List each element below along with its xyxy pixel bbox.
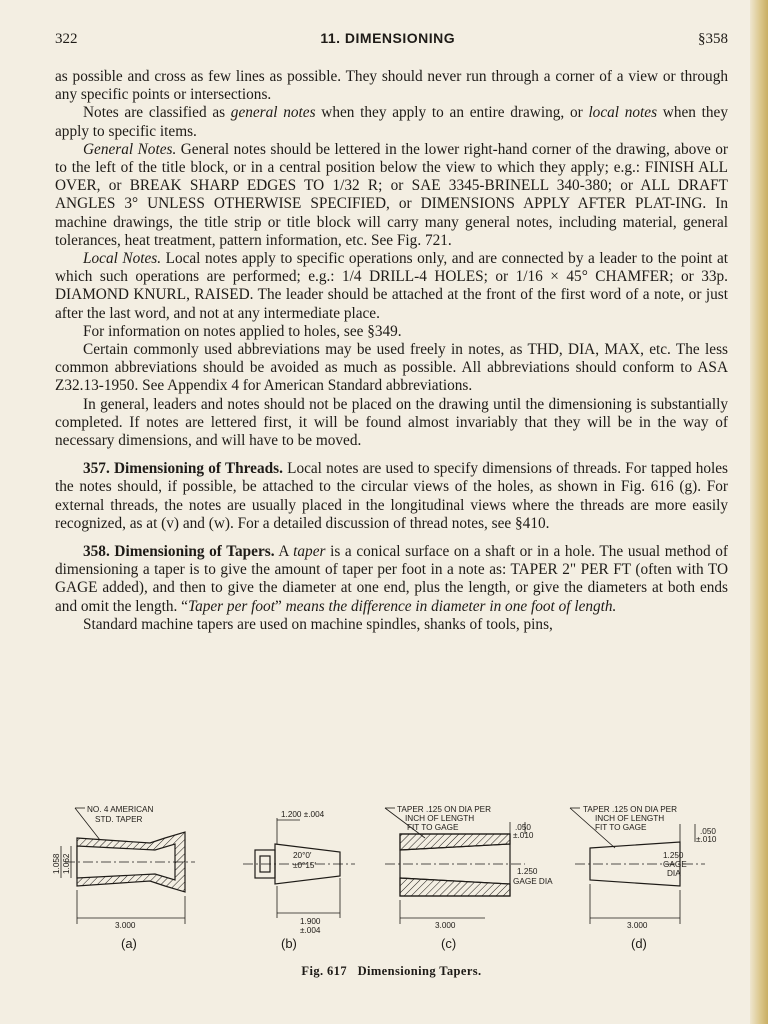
paragraph: as possible and cross as few lines as possible. They should never run through a corner of a view or through any specific points or intersections. [55, 68, 728, 104]
tol-c-2: ±.010 [513, 831, 534, 840]
length-d: 3.000 [627, 921, 648, 930]
gage-d-3: DIA [667, 869, 681, 878]
tol-c-1: .050 [515, 823, 531, 832]
paragraph: Notes are classified as general notes when they apply to an entire drawing, or local notes when they apply to specific items. [55, 104, 728, 140]
page-edge [750, 0, 768, 1024]
section-heading: 357. Dimensioning of Threads. [83, 460, 283, 478]
paragraph: Standard machine tapers are used on machine spindles, shanks of tools, pins, [83, 615, 553, 633]
gage-c-1: 1.250 [517, 867, 538, 876]
note-d-2: INCH OF LENGTH [595, 814, 665, 823]
note-c-3: FIT TO GAGE [407, 823, 459, 832]
paragraph: Certain commonly used abbreviations may be used freely in notes, as THD, DIA, MAX, etc. The less common abbreviations should be avoided as much as possible. All abbreviations should conform to ASA Z32.13-1950. See Appendix 4 for American Standard abbreviations. [55, 341, 728, 395]
label-c: (c) [441, 936, 457, 951]
angle-b: 20°0′ [293, 851, 312, 860]
label-a: (a) [121, 936, 137, 951]
gage-d-2: GAGE [663, 860, 687, 869]
length-c: 3.000 [435, 921, 456, 930]
length-a: 3.000 [115, 921, 136, 930]
run-in-heading: General Notes. [83, 140, 177, 158]
length-b-1: 1.900 [300, 917, 321, 926]
section-358: 358. Dimensioning of Tapers. A taper is a conical surface on a shaft or in a hole. The usual method of dimensioning a taper is to give the amount of taper per foot in a note as: TAPER 2" PER FT (often with TO GAGE added), and then to give the diameter at one end, plus the length, or give the diameters at both ends and omit the length. “Taper per foot” means the difference in diameter in one foot of length. [55, 543, 728, 615]
book-page [52, 30, 728, 978]
figure-caption [55, 964, 728, 979]
paragraph: In general, leaders and notes should not be placed on the drawing until the dimensioning is substantially completed. If notes are lettered first, it will be found almost invariably that they will be in the way of necessary dimensions, and will have to be moved. [55, 395, 728, 450]
note-a-1: NO. 4 AMERICAN [87, 805, 154, 814]
note-c-1: TAPER .125 ON DIA PER [397, 805, 492, 814]
note-d-3: FIT TO GAGE [595, 823, 647, 832]
body-text [55, 68, 728, 634]
gage-d-1: 1.250 [663, 851, 684, 860]
drawing-a [61, 808, 195, 924]
dim-a-1: 1.058 [52, 853, 61, 874]
taper-drawings [52, 778, 728, 958]
page-number: 322 [55, 31, 78, 47]
tol-d-2: ±.010 [696, 835, 717, 844]
dim-a-2: 1.062 [62, 853, 71, 874]
label-b: (b) [281, 936, 297, 951]
angle-b-tol: ±0°15′ [293, 861, 316, 870]
paragraph: For information on notes applied to holes, see §349. [83, 322, 402, 340]
section-357: 357. Dimensioning of Threads. Local notes are used to specify dimensions of threads. For tapped holes the notes should, if possible, be attached to the circular views of the holes, as shown in Fig. 616 (g). For external threads, the notes are usually placed in the longitudinal views where the threads are more easily recognized, as at (v) and (w). For a detailed discussion of thread notes, see §410. [55, 460, 728, 532]
section-heading: 358. Dimensioning of Tapers. [83, 543, 275, 561]
gage-c-2: GAGE DIA [513, 877, 553, 886]
chapter-title: 11. DIMENSIONING [320, 30, 456, 46]
figure-title: Dimensioning Tapers. [357, 964, 482, 978]
paragraph-general-notes: General Notes. General notes should be lettered in the lower right-hand corner of the drawing, above or to the left of the title block, or in a central position below the view to which they apply; e.g.: FINISH ALL OVER, or BREAK SHARP EDGES TO 1/32 R; or SAE 3345-BRINELL 340-380; or ALL DRAFT ANGLES 3° UNLESS OTHERWISE SPECIFIED, or DIMENSIONS APPLY AFTER PLAT-ING. In machine drawings, the title strip or title block will carry many general notes, including material, general tolerances, heat treatment, pattern information, etc. See Fig. 721. [55, 140, 728, 249]
figure-number: Fig. 617 [301, 964, 347, 978]
tol-d-1: .050 [700, 827, 716, 836]
note-c-2: INCH OF LENGTH [405, 814, 475, 823]
figure-617 [52, 778, 728, 988]
label-d: (d) [631, 936, 647, 951]
running-header [55, 30, 728, 48]
length-b-top: 1.200 ±.004 [281, 810, 325, 819]
length-b-2: ±.004 [300, 926, 321, 935]
note-d-1: TAPER .125 ON DIA PER [583, 805, 678, 814]
section-ref: §358 [698, 31, 728, 47]
note-a-2: STD. TAPER [95, 815, 143, 824]
run-in-heading: Local Notes. [83, 250, 162, 268]
paragraph-local-notes: Local Notes. Local notes apply to specific operations only, and are connected by a leader to the point at which such operations are performed; e.g.: 1/4 DRILL-4 HOLES; or 1/16 × 45° CHAMFER; or 33p. DIAMOND KNURL, RAISED. The leader should be attached at the front of the first word of a note, or just after the last word, and not at any intermediate place. [55, 250, 728, 322]
